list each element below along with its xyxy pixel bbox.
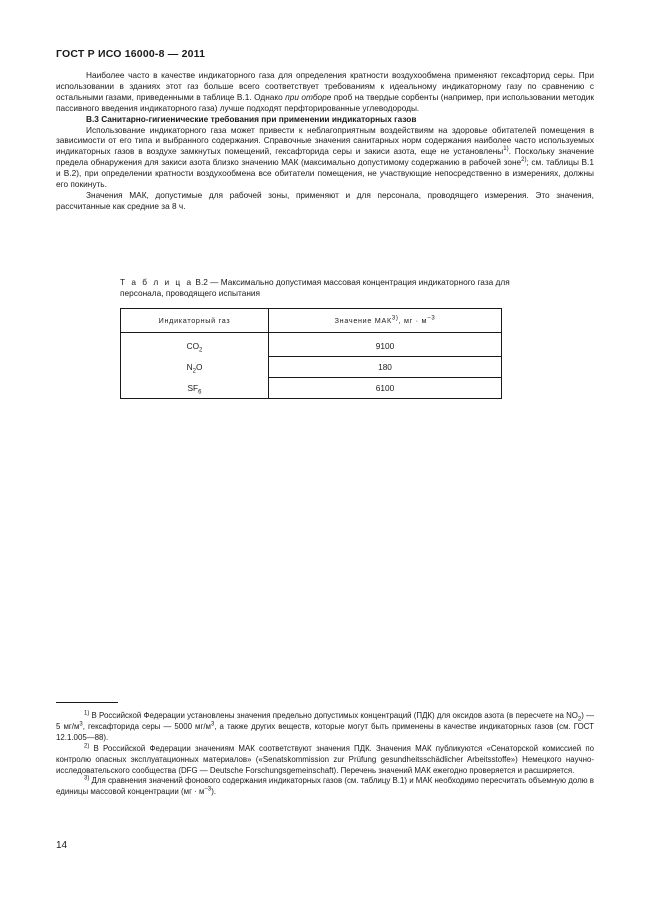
footnote-ref-3[interactable]: 3) [391, 315, 399, 322]
column-header-mak: Значение МАК$^{3)}$, мг · $м^{-3}$ [269, 309, 502, 333]
table-header-row [121, 309, 502, 333]
page-number: 14 [56, 840, 68, 851]
footnote-3: $^{3)}$ Для сравнения значений фонового содержания индикаторных газов (см. таблицу В.1) и МАК необходимо пересчитать объемную долю в единицы массовой концентрации $(мг \cdot м^{-3})$. [56, 775, 594, 797]
table-caption: Т а б л и ц а В.2 — Максимально допустимая массовая концентрация индикаторного газа для персонала, проводящего испытания [120, 277, 510, 298]
cell-gas: $CO_2$ [121, 333, 269, 357]
column-header-gas: Индикаторный газ [121, 309, 269, 333]
cell-mak-value: 6100 [269, 378, 502, 399]
footnote-ref-2[interactable]: 2) [521, 157, 527, 164]
cell-mak-value: 9100 [269, 333, 502, 357]
cell-gas: $SF_6$ [121, 378, 269, 399]
mak-table [120, 308, 502, 399]
document-header: ГОСТ Р ИСО 16000-8 — 2011 [56, 48, 206, 60]
footnote-2: $^{2)}$ В Российской Федерации значениям МАК соответствуют значения ПДК. Значения МАК публикуются «Сенаторской комиссией по контролю опасных эксплуатационных материалов» («Senatskommission zur Prüfung gesundheitsschädlicher Arbeitsstoffe») Немецкого научно-исследовательского сообщества (DFG — Deutsche Forschungsgemeinschaft). Перечень значений МАК ежегодно проверяется и расширяется. [56, 743, 594, 775]
paragraph-health-effects: Использование индикаторного газа может привести к неблагоприятным воздействиям на здоровье обитателей помещения в зависимости от его типа и выбранного содержания. Справочные значения санитарных норм содержания наиболее часто используемых индикаторных газов в воздухе замкнутых помещений, гексафторида серы и закиси азота, еще не установлены$^{1)}$. Поскольку значение предела обнаружения для закиси азота близко значению МАК (максимально допустимому содержанию в рабочей зоне$^{2)}$; см. таблицы В.1 и В.2), при определении кратности воздухообмена все обитатели помещения, не участвующие непосредственно в измерениях, должны его покинуть. [56, 124, 595, 190]
cell-mak-value: 180 [269, 357, 502, 378]
cell-gas: $N_2O$ [121, 357, 269, 378]
footnotes [56, 711, 594, 798]
table-row [121, 378, 502, 399]
table-row [121, 357, 502, 378]
main-text [56, 70, 594, 212]
footnote-ref-1[interactable]: 1) [503, 146, 509, 153]
paragraph-tracer-gas-choice: Наиболее часто в качестве индикаторного газа для определения кратности воздухообмена применяют гексафторид серы. При использовании в зданиях этот газ больше всего соответствует требованиям к идеальному индикаторному газу по сравнению с остальными газами, приведенными в таблице В.1. Однако при отборе проб на твердые сорбенты (например, при использовании методик пассивного введения индикаторного газа) лучше подходят перфторированные углеводороды. [56, 70, 594, 113]
section-heading-b3: В.3 Санитарно-гигиенические требования при применении индикаторных газов [86, 113, 417, 124]
table-row [121, 333, 502, 357]
footnote-1: $^{1)}$ В Российской Федерации установлены значения предельно допустимых концентраций (ПДК) для оксидов азота (в пересчете на $NO_2$) — 5 $мг/м^3$, гексафторида серы — 5000 $мг/м^3$, а также других веществ, которые могут быть применены в качестве индикаторных газов (см. ГОСТ 12.1.005—88). [56, 710, 594, 742]
paragraph-mak-values: Значения МАК, допустимые для рабочей зоны, применяют и для персонала, проводящего измерения. Это значения, рассчитанные как средние за 8 ч. [56, 189, 594, 211]
emphasis-sampling: при отборе [285, 91, 332, 102]
table-caption-label: Т а б л и ц а [120, 277, 194, 287]
footnote-separator [56, 702, 118, 703]
